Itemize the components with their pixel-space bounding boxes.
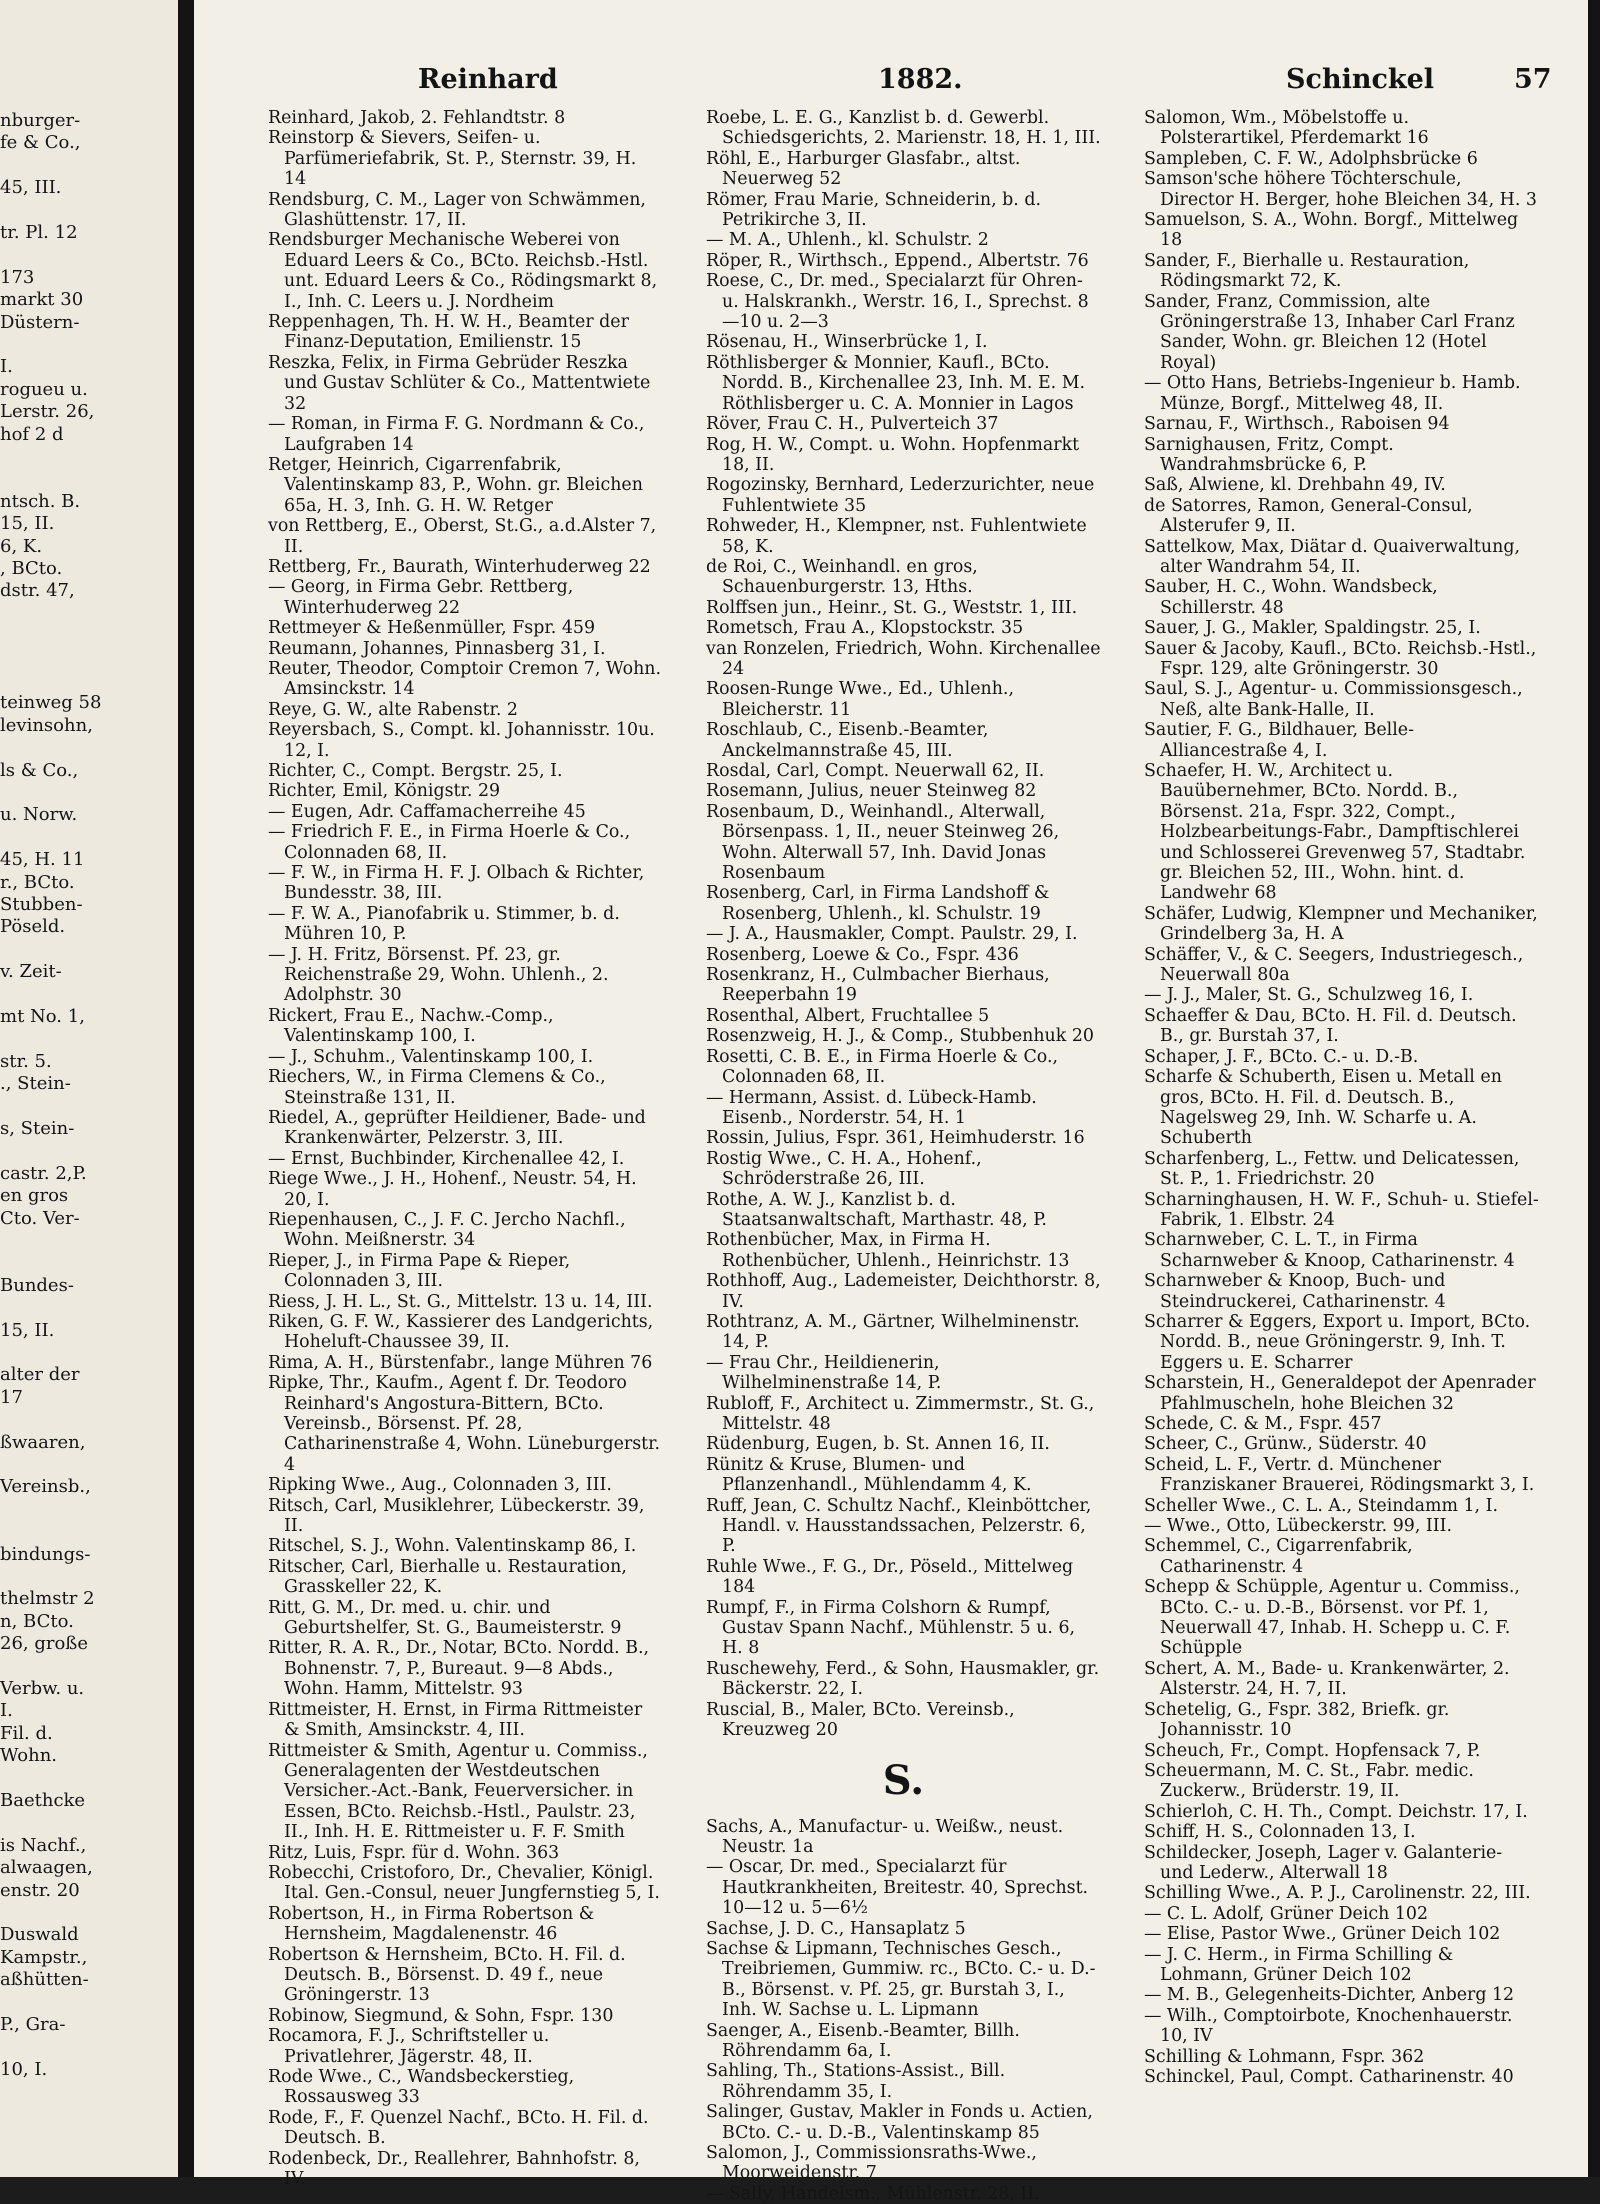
facing-page-line: teinweg 58 bbox=[0, 692, 102, 714]
facing-page-line: thelmstr 2 bbox=[0, 1588, 95, 1610]
directory-entry: Sauber, H. C., Wohn. Wandsbeck, Schillerstr. 48 bbox=[1144, 577, 1438, 618]
facing-page-line: Düstern- bbox=[0, 311, 80, 333]
page-edge bbox=[1588, 0, 1600, 2177]
facing-page-line: 45, III. bbox=[0, 177, 62, 199]
facing-page-line: 10, I. bbox=[0, 2058, 48, 2080]
directory-entry: von Rettberg, E., Oberst, St.G., a.d.Alster 7, II. bbox=[268, 516, 657, 557]
directory-entry: — F. W., in Firma H. F. J. Olbach & Richter, Bundesstr. 38, III. bbox=[268, 863, 645, 904]
facing-page-line: nburger- bbox=[0, 110, 81, 131]
running-head-left: Reinhard bbox=[418, 64, 558, 95]
directory-entry: Rettmeyer & Heßenmüller, Fspr. 459 bbox=[268, 618, 596, 639]
directory-entry: Reszka, Felix, in Firma Gebrüder Reszka und Gustav Schlüter & Co., Mattentwiete 32 bbox=[268, 352, 651, 414]
facing-page-line: r., BCto. bbox=[0, 871, 75, 893]
directory-entry: — J., Schuhm., Valentinskamp 100, I. bbox=[268, 1046, 594, 1067]
directory-entry: Rocamora, F. J., Schriftsteller u. Privatlehrer, Jägerstr. 48, II. bbox=[268, 2026, 550, 2067]
directory-entry: Rösenau, H., Winserbrücke 1, I. bbox=[706, 332, 988, 353]
facing-page-line: Duswald bbox=[0, 1924, 79, 1946]
directory-page bbox=[194, 0, 1600, 2204]
directory-entry: Sachse, J. D. C., Hansaplatz 5 bbox=[706, 1918, 966, 1939]
directory-entry: Ruscial, B., Maler, BCto. Vereinsb., Kreuzweg 20 bbox=[706, 1699, 1015, 1741]
directory-entry: Sampleben, C. F. W., Adolphsbrücke 6 bbox=[1144, 148, 1478, 169]
directory-entry: Scheer, C., Grünw., Süderstr. 40 bbox=[1144, 1434, 1427, 1455]
facing-page-line: Wohn. bbox=[0, 1745, 58, 1767]
directory-entry: Salomon, Wm., Möbelstoffe u. Polsterartikel, Pferdemarkt 16 bbox=[1144, 108, 1429, 149]
directory-entry: Rima, A. H., Bürstenfabr., lange Mühren 76 bbox=[268, 1352, 653, 1373]
directory-entry: — Roman, in Firma F. G. Nordmann & Co., Laufgraben 14 bbox=[268, 414, 645, 455]
directory-entry: Sachse & Lipmann, Technisches Gesch., Treibriemen, Gummiw. rc., BCto. C.- u. D.-B., Börsenst. v. Pf. 25, gr. Burstah 3, I., Inh. W. Sachse u. L. Lipmann bbox=[706, 1938, 1096, 2021]
directory-entry: Reppenhagen, Th. H. W. H., Beamter der Finanz-Deputation, Emilienstr. 15 bbox=[268, 312, 629, 353]
directory-entry: Ruhle Wwe., F. G., Dr., Pöseld., Mittelweg 184 bbox=[706, 1556, 1074, 1598]
directory-entry: Sautier, F. G., Bildhauer, Belle-Alliancestraße 4, I. bbox=[1144, 720, 1414, 761]
directory-entry: — C. L. Adolf, Grüner Deich 102 bbox=[1144, 1903, 1429, 1924]
directory-entry: Rosemann, Julius, neuer Steinweg 82 bbox=[706, 781, 1037, 802]
directory-entry: Scheller Wwe., C. L. A., Steindamm 1, I. bbox=[1144, 1495, 1499, 1516]
directory-entry: Roschlaub, C., Eisenb.-Beamter, Anckelmannstraße 45, III. bbox=[706, 720, 989, 761]
directory-entry: Rossin, Julius, Fspr. 361, Heimhuderstr. 16 bbox=[706, 1128, 1085, 1149]
running-head-year: 1882. bbox=[878, 64, 963, 95]
directory-entry: Ritter, R. A. R., Dr., Notar, BCto. Nordd. B., Bohnenstr. 7, P., Bureaut. 9—8 Abds., Wohn. Hamm, Mittelstr. 93 bbox=[268, 1638, 650, 1700]
facing-page-line: ntsch. B. bbox=[0, 490, 81, 512]
directory-entry: Reumann, Johannes, Pinnasberg 31, I. bbox=[268, 638, 606, 659]
directory-entry: Saenger, A., Eisenb.-Beamter, Billh. Röhrendamm 6a, I. bbox=[706, 2020, 1020, 2061]
directory-entry: Schaper, J. F., BCto. C.- u. D.-B. bbox=[1144, 1046, 1419, 1067]
directory-entry: Scheid, L. F., Vertr. d. Münchener Franziskaner Brauerei, Rödingsmarkt 3, I. bbox=[1144, 1454, 1535, 1496]
directory-entry: Rosenbaum, D., Weinhandl., Alterwall, Börsenpass. 1, II., neuer Steinweg 26, Wohn. Alterwall 57, Inh. David Jonas Rosenbaum bbox=[706, 801, 1060, 884]
directory-entry: — Friedrich F. E., in Firma Hoerle & Co., Colonnaden 68, II. bbox=[268, 822, 631, 863]
directory-entry: Roese, C., Dr. med., Specialarzt für Ohren- u. Halskrankh., Werstr. 16, I., Sprechst. 8—10 u. 2—3 bbox=[706, 271, 1089, 333]
facing-page-line: castr. 2,P. bbox=[0, 1162, 87, 1184]
directory-entry: Rosenberg, Loewe & Co., Fspr. 436 bbox=[706, 944, 1019, 965]
facing-page-line: 17 bbox=[0, 1386, 23, 1408]
facing-page-fragment bbox=[0, 0, 178, 2177]
directory-entry: Rünitz & Kruse, Blumen- und Pflanzenhandl., Mühlendamm 4, K. bbox=[706, 1454, 1032, 1496]
directory-entry: Ritschel, S. J., Wohn. Valentinskamp 86, I. bbox=[268, 1536, 637, 1557]
section-letter: S. bbox=[882, 1756, 925, 1804]
facing-page-line: tr. Pl. 12 bbox=[0, 222, 78, 243]
directory-entry: Rothenbücher, Max, in Firma H. Rothenbücher, Uhlenh., Heinrichstr. 13 bbox=[706, 1230, 1070, 1271]
directory-entry: Retger, Heinrich, Cigarrenfabrik, Valentinskamp 83, P., Wohn. gr. Bleichen 65a, H. 3, Inh. G. H. W. Retger bbox=[268, 454, 643, 516]
directory-entry: Roosen-Runge Wwe., Ed., Uhlenh., Bleicherstr. 11 bbox=[706, 679, 1014, 720]
directory-entry: van Ronzelen, Friedrich, Wohn. Kirchenallee 24 bbox=[706, 638, 1101, 679]
directory-entry: Rogozinsky, Bernhard, Lederzurichter, neue Fuhlentwiete 35 bbox=[706, 475, 1095, 516]
directory-entry: Rendsburg, C. M., Lager von Schwämmen, Glashüttenstr. 17, II. bbox=[268, 189, 646, 231]
facing-page-line: dstr. 47, bbox=[0, 580, 75, 602]
facing-page-line: Pöseld. bbox=[0, 916, 66, 938]
directory-entry: — Eugen, Adr. Caffamacherreihe 45 bbox=[268, 801, 586, 822]
directory-column-2 bbox=[706, 108, 1101, 2204]
directory-entry: Sauer, J. G., Makler, Spaldingstr. 25, I. bbox=[1144, 618, 1481, 639]
directory-entry: Sander, F., Bierhalle u. Restauration, Rödingsmarkt 72, K. bbox=[1144, 250, 1470, 292]
directory-entry: Scheuch, Fr., Compt. Hopfensack 7, P. bbox=[1144, 1740, 1481, 1761]
directory-entry: Reuter, Theodor, Comptoir Cremon 7, Wohn. Amsinckstr. 14 bbox=[268, 658, 662, 700]
directory-entry: — J. C. Herm., in Firma Schilling & Lohmann, Grüner Deich 102 bbox=[1144, 1944, 1454, 1985]
facing-page-line: I. bbox=[0, 356, 13, 378]
directory-entry: Sarnighausen, Fritz, Compt. Wandrahmsbrücke 6, P. bbox=[1144, 434, 1394, 475]
directory-entry: — Georg, in Firma Gebr. Rettberg, Winterhuderweg 22 bbox=[268, 577, 574, 618]
directory-entry: Riepenhausen, C., J. F. C. Jercho Nachfl., Wohn. Meißnerstr. 34 bbox=[268, 1209, 626, 1251]
directory-entry: Ritz, Luis, Fspr. für d. Wohn. 363 bbox=[268, 1842, 560, 1863]
directory-entry: — Ernst, Buchbinder, Kirchenallee 42, I. bbox=[268, 1148, 625, 1169]
directory-entry: Ripke, Thr., Kaufm., Agent f. Dr. Teodoro Reinhard's Angostura-Bittern, BCto. Vereinsb., Börsenst. Pf. 28, Catharinenstraße 4, Wohn. Lüneburgerstr. 4 bbox=[268, 1373, 661, 1475]
directory-entry: Rendsburger Mechanische Weberei von Eduard Leers & Co., BCto. Reichsb.-Hstl. unt. Eduard Leers & Co., Rödingsmarkt 8, I., Inh. C. Leers u. J. Nordheim bbox=[268, 230, 658, 312]
directory-entry: Rodenbeck, Dr., Reallehrer, Bahnhofstr. 8, IV. bbox=[268, 2148, 640, 2190]
directory-entry: Scharnweber, C. L. T., in Firma Scharnweber & Knoop, Catharinenstr. 4 bbox=[1144, 1230, 1515, 1271]
directory-entry: Röthlisberger & Monnier, Kaufl., BCto. Nordd. B., Kirchenallee 23, Inh. M. E. M. Röthlisberger u. C. A. Monnier in Lagos bbox=[706, 352, 1086, 414]
facing-page-line: n, BCto. bbox=[0, 1610, 74, 1632]
directory-entry: Saul, S. J., Agentur- u. Commissionsgesch., Neß, alte Bank-Halle, II. bbox=[1144, 679, 1523, 720]
facing-page-line: Baethcke bbox=[0, 1790, 86, 1811]
facing-page-line: 15, II. bbox=[0, 513, 55, 535]
directory-entry: Schemmel, C., Cigarrenfabrik, Catharinenstr. 4 bbox=[1144, 1536, 1413, 1577]
facing-page-line: enstr. 20 bbox=[0, 1879, 80, 1901]
binding-gutter bbox=[178, 0, 194, 2177]
facing-page-line: alter der bbox=[0, 1364, 80, 1386]
directory-entry: Ritscher, Carl, Bierhalle u. Restauration, Grasskeller 22, K. bbox=[268, 1556, 627, 1598]
directory-entry: Rothhoff, Aug., Lademeister, Deichthorstr. 8, IV. bbox=[706, 1271, 1101, 1312]
directory-entry: Richter, Emil, Königstr. 29 bbox=[268, 781, 501, 802]
facing-page-line: ßwaaren, bbox=[0, 1431, 86, 1453]
directory-entry: Rosenberg, Carl, in Firma Landshoff & Rosenberg, Uhlenh., kl. Schulstr. 19 bbox=[706, 883, 1050, 924]
directory-column-3 bbox=[1144, 108, 1539, 2087]
facing-page-line: Kampstr., bbox=[0, 1946, 88, 1968]
directory-entry: Robinow, Siegmund, & Sohn, Fspr. 130 bbox=[268, 2005, 614, 2026]
facing-page-line: 6, K. bbox=[0, 535, 43, 557]
facing-page-line: , BCto. bbox=[0, 558, 63, 579]
directory-entry: Rohweder, H., Klempner, nst. Fuhlentwiete 58, K. bbox=[706, 516, 1087, 557]
facing-page-line: 173 bbox=[0, 266, 35, 288]
directory-entry: Rode Wwe., C., Wandsbeckerstieg, Rossausweg 33 bbox=[268, 2067, 575, 2108]
facing-page-line: mt No. 1, bbox=[0, 1006, 85, 1027]
directory-entry: — F. W. A., Pianofabrik u. Stimmer, b. d. Mühren 10, P. bbox=[268, 903, 620, 945]
directory-entry: Sander, Franz, Commission, alte Gröningerstraße 13, Inhaber Carl Franz Sander, Wohn. gr. Bleichen 12 (Hotel Royal) bbox=[1144, 291, 1515, 373]
directory-entry: — Frau Chr., Heildienerin, Wilhelminenstraße 14, P. bbox=[706, 1352, 942, 1394]
facing-page-line: en gros bbox=[0, 1185, 69, 1207]
directory-entry: Rosenkranz, H., Culmbacher Bierhaus, Reeperbahn 19 bbox=[706, 965, 1050, 1006]
directory-entry: Riess, J. H. L., St. G., Mittelstr. 13 u. 14, III. bbox=[268, 1291, 653, 1312]
directory-entry: Rosenthal, Albert, Fruchtallee 5 bbox=[706, 1005, 990, 1026]
directory-entry: Rolffsen jun., Heinr., St. G., Weststr. 1, III. bbox=[706, 597, 1078, 618]
directory-entry: Richter, C., Compt. Bergstr. 25, I. bbox=[268, 761, 563, 781]
directory-entry: Robertson & Hernsheim, BCto. H. Fil. d. Deutsch. B., Börsenst. D. 49 f., neue Gröningerstr. 13 bbox=[268, 1944, 626, 2006]
directory-entry: Rittmeister & Smith, Agentur u. Commiss., Generalagenten der Westdeutschen Versicher.-Act.-Bank, Feuerversicher. in Essen, BCto. Reichsb.-Hstl., Paulstr. 23, II., Inh. H. E. Rittmeister u. F. F. Smith bbox=[268, 1740, 648, 1843]
directory-entry: Robecchi, Cristoforo, Dr., Chevalier, Königl. Ital. Gen.-Consul, neuer Jungfernstieg 5, I. bbox=[268, 1862, 660, 1904]
directory-entry: Reinstorp & Sievers, Seifen- u. Parfümeriefabrik, St. P., Sternstr. 39, H. 14 bbox=[268, 128, 637, 190]
directory-entry: Schert, A. M., Bade- u. Krankenwärter, 2. Alsterstr. 24, H. 7, II. bbox=[1144, 1658, 1510, 1700]
directory-entry: Rüdenburg, Eugen, b. St. Annen 16, II. bbox=[706, 1434, 1050, 1455]
directory-entry: Schäfer, Ludwig, Klempner und Mechaniker, Grindelberg 3a, H. A bbox=[1144, 903, 1538, 945]
directory-entry: — J. H. Fritz, Börsenst. Pf. 23, gr. Reichenstraße 29, Wohn. Uhlenh., 2. Adolphstr. 30 bbox=[268, 944, 609, 1006]
directory-entry: Riedel, A., geprüfter Heildiener, Bade- und Krankenwärter, Pelzerstr. 3, III. bbox=[268, 1107, 646, 1149]
directory-entry: Ruschewehy, Ferd., & Sohn, Hausmakler, gr. Bäckerstr. 22, I. bbox=[706, 1658, 1100, 1700]
directory-entry: Rostig Wwe., C. H. A., Hohenf., Schröderstraße 26, III. bbox=[706, 1148, 982, 1190]
directory-entry: — Elise, Pastor Wwe., Grüner Deich 102 bbox=[1144, 1924, 1501, 1945]
facing-page-line: Vereinsb., bbox=[0, 1476, 91, 1498]
directory-entry: Sarnau, F., Wirthsch., Raboisen 94 bbox=[1144, 414, 1450, 435]
directory-entry: Scharrer & Eggers, Export u. Import, BCto. Nordd. B., neue Gröningerstr. 9, Inh. T. Eggers u. E. Scharrer bbox=[1144, 1311, 1531, 1373]
directory-entry: Röver, Frau C. H., Pulverteich 37 bbox=[706, 414, 999, 435]
facing-page-line: ls & Co., bbox=[0, 759, 79, 781]
facing-page-line: bindungs- bbox=[0, 1543, 91, 1565]
running-head-right: Schinckel bbox=[1286, 64, 1435, 95]
directory-entry: Riege Wwe., J. H., Hohenf., Neustr. 54, H. 20, I. bbox=[268, 1169, 637, 1210]
directory-entry: Sauer & Jacoby, Kaufl., BCto. Reichsb.-Hstl., Fspr. 129, alte Gröningerstr. 30 bbox=[1144, 638, 1537, 679]
directory-entry: Ruff, Jean, C. Schultz Nachf., Kleinböttcher, Handl. v. Hausstandssachen, Pelzerstr. 6, P. bbox=[706, 1495, 1092, 1557]
directory-entry: Ritt, G. M., Dr. med. u. chir. und Geburtshelfer, St. G., Baumeisterstr. 9 bbox=[268, 1597, 622, 1639]
directory-entry: Scheuermann, M. C. St., Fabr. medic. Zuckerw., Brüderstr. 19, II. bbox=[1144, 1760, 1474, 1802]
directory-entry: Reyersbach, S., Compt. kl. Johannisstr. 10u. 12, I. bbox=[268, 720, 655, 761]
directory-entry: Scharstein, H., Generaldepot der Apenrader Pfahlmuscheln, hohe Bleichen 32 bbox=[1144, 1373, 1536, 1414]
directory-entry: Schierloh, C. H. Th., Compt. Deichstr. 17, I. bbox=[1144, 1801, 1528, 1822]
directory-entry: Schildecker, Joseph, Lager v. Galanterie- und Lederw., Alterwall 18 bbox=[1144, 1842, 1503, 1883]
directory-entry: — Oscar, Dr. med., Specialarzt für Hautkrankheiten, Breitestr. 40, Sprechst. 10—12 u. 5—6½ bbox=[706, 1857, 1089, 1919]
directory-entry: Schetelig, G., Fspr. 382, Briefk. gr. Johannisstr. 10 bbox=[1144, 1699, 1450, 1741]
directory-entry: Rog, H. W., Compt. u. Wohn. Hopfenmarkt 18, II. bbox=[706, 434, 1080, 475]
facing-page-line: v. Zeit- bbox=[0, 961, 62, 983]
directory-entry: Schäffer, V., & C. Seegers, Industriegesch., Neuerwall 80a bbox=[1144, 944, 1524, 986]
facing-page-line: fe & Co., bbox=[0, 132, 81, 154]
facing-page-line: Fil. d. bbox=[0, 1722, 53, 1744]
directory-entry: Sachs, A., Manufactur- u. Weißw., neust. Neustr. 1a bbox=[706, 1816, 1064, 1857]
directory-entry: Rumpf, F., in Firma Colshorn & Rumpf, Gustav Spann Nachf., Mühlenstr. 5 u. 6, H. 8 bbox=[706, 1597, 1076, 1659]
facing-page-line: 45, H. 11 bbox=[0, 849, 85, 871]
directory-entry: Ripking Wwe., Aug., Colonnaden 3, III. bbox=[268, 1475, 612, 1496]
facing-page-line: levinsohn, bbox=[0, 714, 93, 736]
directory-entry: Riechers, W., in Firma Clemens & Co., Steinstraße 131, II. bbox=[268, 1067, 606, 1108]
directory-entry: Ritsch, Carl, Musiklehrer, Lübeckerstr. 39, II. bbox=[268, 1495, 645, 1537]
facing-page-line: hof 2 d bbox=[0, 423, 64, 445]
facing-page-line: s, Stein- bbox=[0, 1118, 75, 1139]
directory-entry: Roebe, L. E. G., Kanzlist b. d. Gewerbl. Schiedsgerichts, 2. Marienstr. 18, H. 1, III. bbox=[706, 108, 1101, 149]
directory-entry: Samuelson, S. A., Wohn. Borgf., Mittelweg 18 bbox=[1144, 210, 1519, 251]
facing-page-line: Verbw. u. bbox=[0, 1678, 85, 1699]
directory-entry: Scharninghausen, H. W. F., Schuh- u. Stiefel-Fabrik, 1. Elbstr. 24 bbox=[1144, 1189, 1539, 1230]
directory-entry: Rometsch, Frau A., Klopstockstr. 35 bbox=[706, 618, 1024, 639]
directory-entry: Schepp & Schüpple, Agentur u. Commiss., BCto. C.- u. D.-B., Börsenst. vor Pf. 1, Neuerwall 47, Inhab. H. Schepp u. C. F. Schüpple bbox=[1144, 1577, 1520, 1659]
directory-entry: — Wwe., Otto, Lübeckerstr. 99, III. bbox=[1144, 1516, 1453, 1537]
directory-entry: Rode, F., F. Quenzel Nachf., BCto. H. Fil. d. Deutsch. B. bbox=[268, 2107, 649, 2149]
directory-entry: Reinhard, Jakob, 2. Fehlandtstr. 8 bbox=[268, 108, 566, 128]
directory-column-1 bbox=[268, 108, 663, 2189]
directory-entry: Rosenzweig, H. J., & Comp., Stubbenhuk 20 bbox=[706, 1026, 1094, 1047]
directory-entry: — Hermann, Assist. d. Lübeck-Hamb. Eisenb., Norderstr. 54, H. 1 bbox=[706, 1087, 1037, 1128]
directory-entry: — J. J., Maler, St. G., Schulzweg 16, I. bbox=[1144, 985, 1474, 1006]
facing-page-line: 15, II. bbox=[0, 1319, 55, 1341]
directory-entry: Salinger, Gustav, Makler in Fonds u. Actien, BCto. C.- u. D.-B., Valentinskamp 85 bbox=[706, 2102, 1093, 2143]
facing-page-line: Stubben- bbox=[0, 894, 83, 915]
directory-entry: Rothe, A. W. J., Kanzlist b. d. Staatsanwaltschaft, Marthastr. 48, P. bbox=[706, 1189, 1047, 1230]
directory-entry: Sahling, Th., Stations-Assist., Bill. Röhrendamm 35, I. bbox=[706, 2061, 1006, 2102]
directory-entry: Scharfenberg, L., Fettw. und Delicatessen, St. P., 1. Friedrichstr. 20 bbox=[1144, 1148, 1520, 1190]
facing-page-line: Cto. Ver- bbox=[0, 1207, 80, 1229]
directory-entry: Reye, G. W., alte Rabenstr. 2 bbox=[268, 699, 518, 720]
facing-page-line: Lerstr. 26, bbox=[0, 401, 95, 423]
directory-entry: Robertson, H., in Firma Robertson & Hernsheim, Magdalenenstr. 46 bbox=[268, 1903, 595, 1945]
directory-entry: Schaeffer & Dau, BCto. H. Fil. d. Deutsch. B., gr. Burstah 37, I. bbox=[1144, 1005, 1517, 1047]
directory-entry: Rickert, Frau E., Nachw.-Comp., Valentinskamp 100, I. bbox=[268, 1005, 554, 1047]
directory-entry: — Sally, Handelsm., Mühlenstr. 28, II. bbox=[706, 2183, 1040, 2204]
directory-entry: Schilling & Lohmann, Fspr. 362 bbox=[1144, 2046, 1425, 2067]
facing-page-line: u. Norw. bbox=[0, 804, 78, 826]
directory-entry: Rothtranz, A. M., Gärtner, Wilhelminenstr. 14, P. bbox=[706, 1311, 1080, 1353]
directory-entry: Röper, R., Wirthsch., Eppend., Albertstr. 76 bbox=[706, 250, 1089, 271]
facing-page-line: I. bbox=[0, 1700, 13, 1722]
directory-entry: — J. A., Hausmakler, Compt. Paulstr. 29, I. bbox=[706, 924, 1078, 945]
facing-page-line: markt 30 bbox=[0, 289, 84, 311]
facing-page-line: Bundes- bbox=[0, 1274, 74, 1296]
directory-entry: Schilling Wwe., A. P. J., Carolinenstr. 22, III. bbox=[1144, 1883, 1531, 1904]
directory-entry: — M. B., Gelegenheits-Dichter, Anberg 12 bbox=[1144, 1985, 1515, 2006]
directory-entry: de Satorres, Ramon, General-Consul, Alsterufer 9, II. bbox=[1144, 495, 1473, 537]
directory-entry: Rosetti, C. B. E., in Firma Hoerle & Co., Colonnaden 68, II. bbox=[706, 1046, 1059, 1088]
facing-page-line: P., Gra- bbox=[0, 2014, 66, 2035]
facing-page-line: aßhütten- bbox=[0, 1969, 89, 1991]
directory-entry: Schinckel, Paul, Compt. Catharinenstr. 40 bbox=[1144, 2067, 1514, 2087]
directory-entry: Römer, Frau Marie, Schneiderin, b. d. Petrikirche 3, II. bbox=[706, 189, 1041, 231]
directory-entry: Rosdal, Carl, Compt. Neuerwall 62, II. bbox=[706, 761, 1045, 781]
directory-entry: Schiff, H. S., Colonnaden 13, I. bbox=[1144, 1822, 1416, 1843]
facing-page-line: is Nachf., bbox=[0, 1834, 87, 1856]
facing-page-line: rogueu u. bbox=[0, 378, 88, 400]
directory-entry: Rieper, J., in Firma Pape & Rieper, Colonnaden 3, III. bbox=[268, 1250, 571, 1292]
directory-entry: Samson'sche höhere Töchterschule, Director H. Berger, hohe Bleichen 34, H. 3 bbox=[1144, 169, 1537, 210]
directory-entry: Salomon, J., Commissionsraths-Wwe., Moorweidenstr. 7 bbox=[706, 2143, 1037, 2184]
directory-entry: Röhl, E., Harburger Glasfabr., altst. Neuerweg 52 bbox=[706, 148, 1021, 190]
directory-entry: Saß, Alwiene, kl. Drehbahn 49, IV. bbox=[1144, 475, 1446, 496]
directory-entry: Sattelkow, Max, Diätar d. Quaiverwaltung, alter Wandrahm 54, II. bbox=[1144, 536, 1520, 577]
facing-page-line: alwaagen, bbox=[0, 1857, 93, 1879]
directory-entry: Rettberg, Fr., Baurath, Winterhuderweg 22 bbox=[268, 556, 651, 577]
directory-entry: Riken, G. F. W., Kassierer des Landgerichts, Hoheluft-Chaussee 39, II. bbox=[268, 1311, 654, 1353]
directory-entry: Rittmeister, H. Ernst, in Firma Rittmeister & Smith, Amsinckstr. 4, III. bbox=[268, 1699, 643, 1741]
directory-entry: — M. A., Uhlenh., kl. Schulstr. 2 bbox=[706, 230, 989, 251]
directory-entry: Rubloff, F., Architect u. Zimmermstr., St. G., Mittelstr. 48 bbox=[706, 1393, 1095, 1434]
facing-page-line: str. 5. bbox=[0, 1050, 52, 1072]
facing-page-line: 26, große bbox=[0, 1633, 88, 1655]
directory-entry: de Roi, C., Weinhandl. en gros, Schauenburgerstr. 13, Hths. bbox=[706, 556, 978, 598]
directory-entry: Scharnweber & Knoop, Buch- und Steindruckerei, Catharinenstr. 4 bbox=[1144, 1271, 1446, 1312]
directory-entry: — Otto Hans, Betriebs-Ingenieur b. Hamb. Münze, Borgf., Mittelweg 48, II. bbox=[1144, 373, 1521, 414]
page-number: 57 bbox=[1514, 64, 1552, 95]
directory-entry: Schede, C. & M., Fspr. 457 bbox=[1144, 1414, 1382, 1434]
facing-page-line: ., Stein- bbox=[0, 1073, 71, 1095]
directory-entry: Schaefer, H. W., Architect u. Bauübernehmer, BCto. Nordd. B., Börsenst. 21a, Fspr. 322, Compt., Holzbearbeitungs-Fabr., Dampftischlerei und Schlosserei Grevenweg 57, Stadtabr. gr. Bleichen 52, III., Wohn. hint. d. Landwehr 68 bbox=[1144, 761, 1526, 904]
directory-entry: Scharfe & Schuberth, Eisen u. Metall en gros, BCto. H. Fil. d. Deutsch. B., Nagelsweg 29, Inh. W. Scharfe u. A. Schuberth bbox=[1144, 1067, 1502, 1149]
directory-entry: — Wilh., Comptoirbote, Knochenhauerstr. 10, IV bbox=[1144, 2005, 1513, 2047]
